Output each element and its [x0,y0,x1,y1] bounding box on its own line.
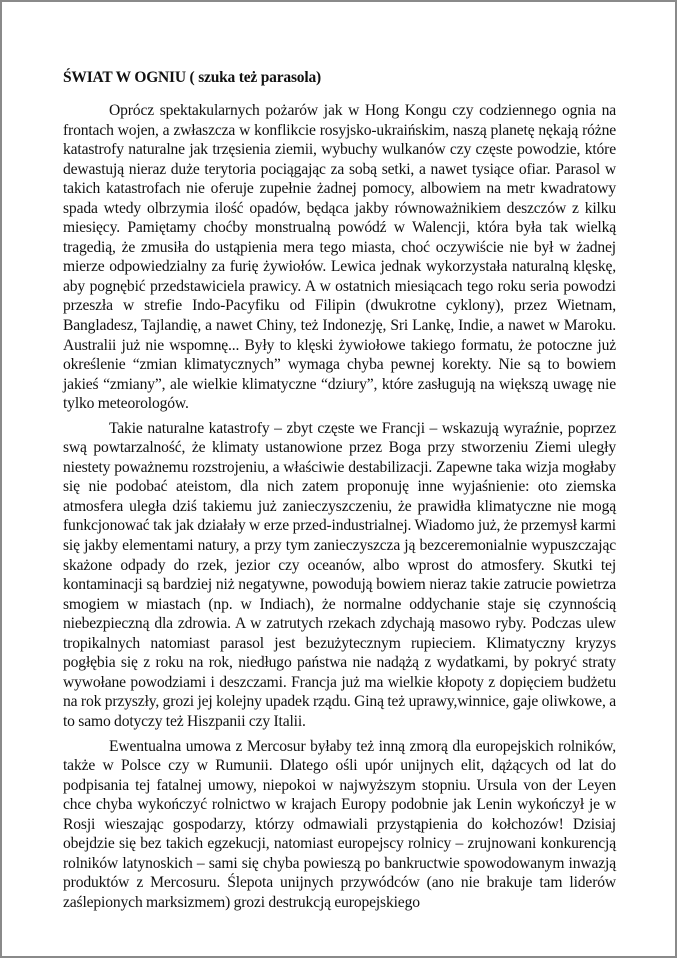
paragraph-3: Ewentualna umowa z Mercosur byłaby też inną zmorą dla europejskich rolników, także w Polsce czy w Rumunii. Dlatego ośli upór unijnych elit, dążących od lat do podpisania tej fatalnej umowy, niepokoi w najwyższym stopniu. Ursula von der Leyen chce chyba wykończyć rolnictwo w krajach Europy podobnie jak Lenin wykończył je w Rosji wieszając gospodarzy, którzy odmawiali przystąpienia do kołchozów! Dzisiaj obejdzie się bez takich egzekucji, natomiast europejscy rolnicy – zrujnowani konkurencją rolników latynoskich – sami się chyba powieszą po bankructwie spowodowanym inwazją produktów z Mercosuru. Ślepota unijnych przywódców (ano nie brakuje tam liderów zaślepionych marksizmem) grozi destrukcją europejskiego [63,737,616,911]
paragraph-1: Oprócz spektakularnych pożarów jak w Hong Kongu czy codziennego ognia na frontach wojen, a zwłaszcza w konflikcie rosyjsko-ukraińskim, naszą planetę nękają różne katastrofy naturalne jak trzęsienia ziemii, wybuchy wulkanów czy częste powodzie, które dewastują nieraz duże terytoria pociągając za sobą setki, a nawet tysiące ofiar. Parasol w takich katastrofach nie oferuje zupełnie żadnej pomocy, albowiem na metr kwadratowy spada wtedy olbrzymia ilość opadów, będąca jakby równoważnikiem deszczów z kilku miesięcy. Pamiętamy choćby monstrualną powódź w Walencji, która była tak wielką tragedią, że zmusiła do ustąpienia mera tego miasta, choć oczywiście nie był w żadnej mierze odpowiedzialny za furię żywiołów. Lewica jednak wykorzystała naturalną klęskę, aby pognębić przedstawiciela prawicy. A w ostatnich miesiącach tego roku seria powodzi przeszła w strefie Indo-Pacyfiku od Filipin (dwukrotne cyklony), przez Wietnam, Bangladesz, Tajlandię, a nawet Chiny, też Indonezję, Sri Lankę, Indie, a nawet w Maroku. Australii już nie wspomnę... Były to klęski żywiołowe takiego formatu, że potoczne już określenie “zmian klimatycznych” wymaga chyba pewnej korekty. Nie są to bowiem jakieś “zmiany”, ale wielkie klimatyczne “dziury”, które zasługują na większą uwagę nie tylko meteorologów. [63,102,616,413]
document-title: ŚWIAT W OGNIU ( szuka też parasola) [63,69,321,86]
paragraph-2: Takie naturalne katastrofy – zbyt częste we Francji – wskazują wyraźnie, poprzez swą powtarzalność, że klimaty ustanowione przez Boga przy stworzeniu Ziemi uległy niestety poważnemu rozstrojeniu, a właściwie destabilizacji. Zapewne taka wizja mogłaby się nie podobać ateistom, dla nich zatem proponuję inne wyjaśnienie: oto ziemska atmosfera uległa dziś takiemu już zanieczyszczeniu, że prawidła klimatyczne nie mogą funkcjonować tak jak działały w erze przed-industrialnej. Wiadomo już, że przemysł karmi się jakby elementami natury, a przy tym zanieczyszcza ją bezceremonialnie wypuszczając skażone odpady do rzek, jezior czy oceanów, albo wprost do atmosfery. Skutki tej kontaminacji są bardziej niż negatywne, powodują bowiem nieraz takie zatrucie powietrza smogiem w miastach (np. w Indiach), że normalne oddychanie staje się czynnością niebezpieczną dla zdrowia. A w zatrutych rzekach zdychają masowo ryby. Podczas ulew tropikalnych natomiast parasol jest bezużytecznym rupieciem. Klimatyczny kryzys pogłębia się z roku na rok, niedługo państwa nie nadążą z wydatkami, by pokryć straty wywołane powodziami i deszczami. Francja już ma wielkie kłopoty z dopięciem budżetu na rok przyszły, grozi jej kolejny upadek rządu. Giną też uprawy,winnice, gaje oliwkowe, a to samo dotyczy też Hiszpanii czy Italii. [63,419,616,730]
document-body [63,68,616,917]
